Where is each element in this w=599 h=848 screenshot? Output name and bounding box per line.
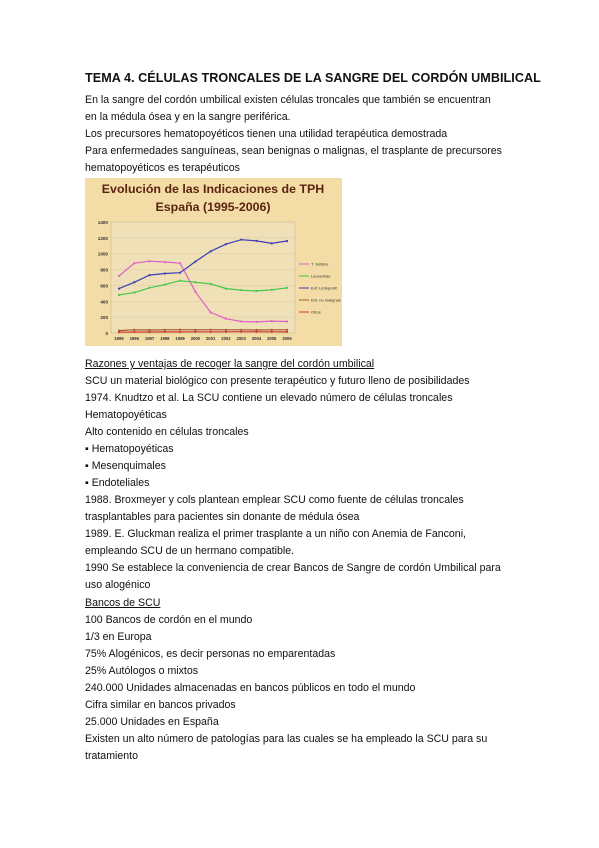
data-point xyxy=(133,329,135,331)
data-point xyxy=(271,331,273,333)
bullet-item: ▪ Mesenquimales xyxy=(85,460,166,472)
section-heading-razones: Razones y ventajas de recoger la sangre del cordón umbilical xyxy=(85,358,375,370)
data-point xyxy=(148,331,150,333)
intro-line: En la sangre del cordón umbilical existen células troncales que también se encuentran xyxy=(85,94,491,106)
text-line: tratamiento xyxy=(85,750,138,762)
data-point xyxy=(148,329,150,331)
data-point xyxy=(286,329,288,331)
data-point xyxy=(164,272,166,274)
y-tick-label: 1200 xyxy=(97,235,108,241)
data-point xyxy=(210,329,212,331)
data-point xyxy=(179,329,181,331)
y-tick-label: 800 xyxy=(100,267,108,273)
x-tick-label: 2002 xyxy=(221,336,231,341)
intro-line: hematopoyéticos es terapéuticos xyxy=(85,162,240,174)
data-point xyxy=(164,261,166,263)
data-point xyxy=(164,331,166,333)
series-line xyxy=(119,332,287,333)
text-line: 25.000 Unidades en España xyxy=(85,716,219,728)
text-line: 1974. Knudtzo et al. La SCU contiene un elevado número de células troncales xyxy=(85,392,453,404)
x-tick-label: 2001 xyxy=(205,336,216,341)
y-tick-label: 400 xyxy=(100,299,108,305)
y-tick-label: 1400 xyxy=(97,220,108,225)
legend-label: Enf. no malignas xyxy=(311,297,341,303)
data-point xyxy=(179,272,181,274)
x-tick-label: 1998 xyxy=(160,336,170,341)
chart-title: Evolución de las Indicaciones de TPH xyxy=(101,182,325,196)
data-point xyxy=(240,320,242,322)
legend-label: Leucemias xyxy=(311,273,331,279)
text-line: 25% Autólogos o mixtos xyxy=(85,665,199,677)
tph-evolution-chart xyxy=(85,178,342,346)
data-point xyxy=(255,321,257,323)
data-point xyxy=(133,262,135,264)
y-tick-label: 200 xyxy=(100,315,108,321)
x-tick-label: 1997 xyxy=(144,336,155,341)
x-tick-label: 2005 xyxy=(267,336,277,341)
text-line: 100 Bancos de cordón en el mundo xyxy=(85,614,253,626)
text-line: Alto contenido en células troncales xyxy=(85,426,249,438)
x-tick-label: 2004 xyxy=(251,336,262,341)
x-tick-label: 1995 xyxy=(114,336,124,341)
data-point xyxy=(148,287,150,289)
data-point xyxy=(118,288,120,290)
data-point xyxy=(194,331,196,333)
data-point xyxy=(271,242,273,244)
legend-label: Enf. Linfoprolif. xyxy=(311,285,338,291)
data-point xyxy=(179,280,181,282)
data-point xyxy=(133,281,135,283)
data-point xyxy=(271,289,273,291)
plot-area xyxy=(111,222,295,333)
data-point xyxy=(286,320,288,322)
data-point xyxy=(225,331,227,333)
text-line: 240.000 Unidades almacenadas en bancos públicos en todo el mundo xyxy=(85,682,416,694)
data-point xyxy=(210,250,212,252)
data-point xyxy=(225,318,227,320)
data-point xyxy=(271,320,273,322)
data-point xyxy=(164,329,166,331)
data-point xyxy=(194,261,196,263)
data-point xyxy=(148,274,150,276)
text-line: Cifra similar en bancos privados xyxy=(85,699,236,711)
text-line: SCU un material biológico con presente terapéutico y futuro lleno de posibilidades xyxy=(85,375,470,387)
data-point xyxy=(194,329,196,331)
x-tick-label: 2003 xyxy=(236,336,246,341)
bullet-item: ▪ Hematopoyéticas xyxy=(85,443,174,455)
page-title: TEMA 4. CÉLULAS TRONCALES DE LA SANGRE DEL CORDÓN UMBILICAL xyxy=(85,71,541,85)
chart-subtitle: España (1995-2006) xyxy=(155,200,271,214)
y-tick-label: 0 xyxy=(105,331,108,336)
data-point xyxy=(133,291,135,293)
text-line: trasplantables para pacientes sin donante de médula ósea xyxy=(85,511,360,523)
data-point xyxy=(286,331,288,333)
text-line: empleando SCU de un hermano compatible. xyxy=(85,545,295,557)
text-line: 1988. Broxmeyer y cols plantean emplear SCU como fuente de células troncales xyxy=(85,494,464,506)
intro-line: Los precursores hematopoyéticos tienen una utilidad terapéutica demostrada xyxy=(85,128,448,140)
chart-svg xyxy=(85,178,342,346)
data-point xyxy=(240,239,242,241)
data-point xyxy=(118,275,120,277)
text-line: 75% Alogénicos, es decir personas no emparentadas xyxy=(85,648,336,660)
text-line: uso alogénico xyxy=(85,579,151,591)
intro-line: Para enfermedades sanguíneas, sean benignas o malignas, el trasplante de precursores xyxy=(85,145,502,157)
x-tick-label: 2006 xyxy=(282,336,292,341)
legend-label: Otros xyxy=(311,309,321,315)
data-point xyxy=(133,331,135,333)
data-point xyxy=(179,262,181,264)
y-tick-label: 1000 xyxy=(97,251,108,257)
x-tick-label: 1999 xyxy=(175,336,185,341)
bullet-item: ▪ Endoteliales xyxy=(85,477,150,489)
text-line: 1/3 en Europa xyxy=(85,631,152,643)
x-tick-label: 2000 xyxy=(190,336,201,341)
data-point xyxy=(240,289,242,291)
text-line: 1989. E. Gluckman realiza el primer trasplante a un niño con Anemia de Fanconi, xyxy=(85,528,466,540)
data-point xyxy=(118,294,120,296)
data-point xyxy=(255,331,257,333)
data-point xyxy=(240,331,242,333)
data-point xyxy=(255,290,257,292)
data-point xyxy=(286,287,288,289)
data-point xyxy=(194,291,196,293)
data-point xyxy=(225,243,227,245)
data-point xyxy=(225,329,227,331)
text-line: 1990 Se establece la conveniencia de crear Bancos de Sangre de cordón Umbilical para xyxy=(85,562,501,574)
y-tick-label: 600 xyxy=(100,283,108,289)
data-point xyxy=(210,283,212,285)
data-point xyxy=(148,260,150,262)
data-point xyxy=(210,331,212,333)
data-point xyxy=(225,288,227,290)
data-point xyxy=(240,329,242,331)
intro-line: en la médula ósea y en la sangre periférica. xyxy=(85,111,291,123)
data-point xyxy=(194,281,196,283)
section-heading-bancos: Bancos de SCU xyxy=(85,597,161,609)
data-point xyxy=(286,240,288,242)
data-point xyxy=(164,284,166,286)
data-point xyxy=(210,311,212,313)
x-tick-label: 1996 xyxy=(129,336,139,341)
legend-label: T. Sólidos xyxy=(311,261,329,267)
data-point xyxy=(179,331,181,333)
text-line: Hematopoyéticas xyxy=(85,409,167,421)
data-point xyxy=(255,240,257,242)
text-line: Existen un alto número de patologías para las cuales se ha empleado la SCU para su xyxy=(85,733,488,745)
data-point xyxy=(271,329,273,331)
data-point xyxy=(118,331,120,333)
